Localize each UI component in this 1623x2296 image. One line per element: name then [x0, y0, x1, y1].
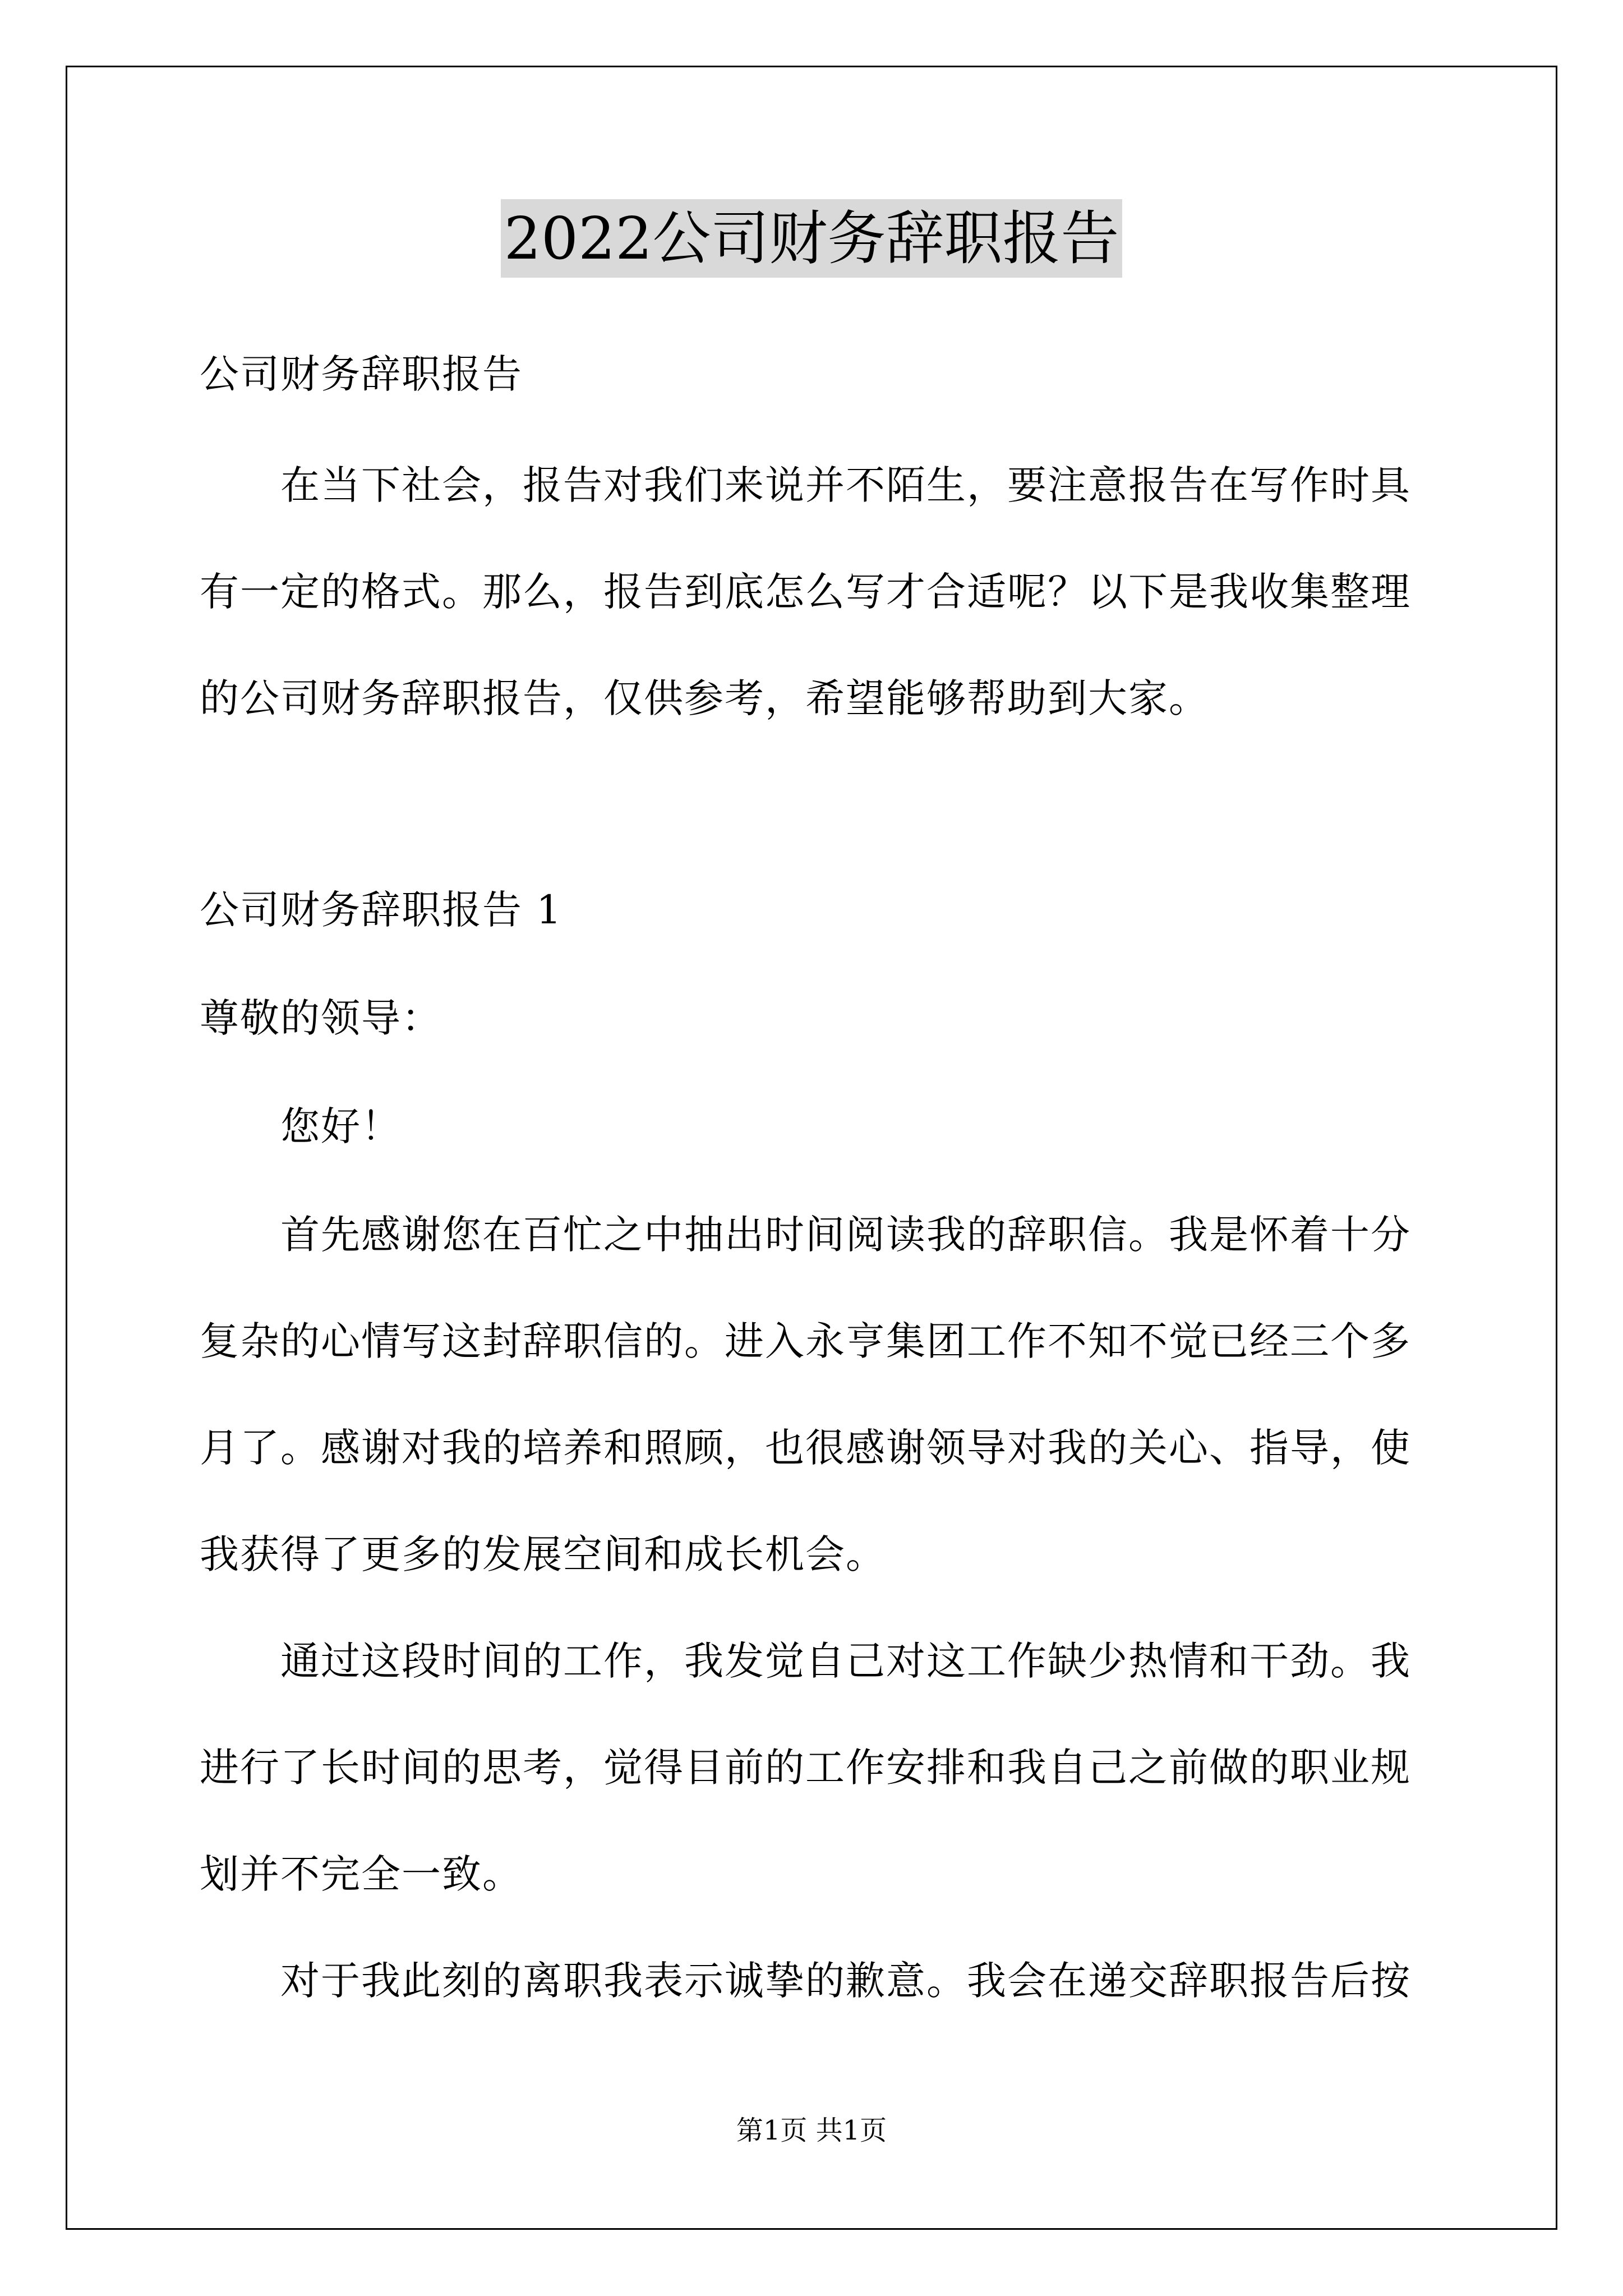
section-heading: 公司财务辞职报告 1 [200, 887, 562, 933]
page-footer: 第1页 共1页 [736, 2115, 887, 2146]
paragraph1-line-2: 复杂的心情写这封辞职信的。进入永亨集团工作不知不觉已经三个多 [200, 1318, 1411, 1364]
document-title: 2022公司财务辞职报告 [501, 199, 1123, 278]
salutation: 尊敬的领导： [200, 995, 442, 1041]
paragraph2-line-1: 通过这段时间的工作，我发觉自己对这工作缺少热情和干劲。我 [280, 1638, 1411, 1684]
intro-line-2: 有一定的格式。那么，报告到底怎么写才合适呢？以下是我收集整理 [200, 569, 1411, 615]
intro-line-3: 的公司财务辞职报告，仅供参考，希望能够帮助到大家。 [200, 675, 1209, 721]
paragraph1-line-1: 首先感谢您在百忙之中抽出时间阅读我的辞职信。我是怀着十分 [280, 1212, 1411, 1258]
greeting: 您好！ [280, 1103, 402, 1149]
paragraph1-line-3: 月了。感谢对我的培养和照顾，也很感谢领导对我的关心、指导，使 [200, 1425, 1411, 1471]
subtitle: 公司财务辞职报告 [200, 351, 523, 397]
title-container [0, 199, 1623, 278]
paragraph2-line-3: 划并不完全一致。 [200, 1851, 523, 1897]
paragraph2-line-2: 进行了长时间的思考，觉得目前的工作安排和我自己之前做的职业规 [200, 1745, 1411, 1791]
intro-line-1: 在当下社会，报告对我们来说并不陌生，要注意报告在写作时具 [280, 462, 1411, 508]
paragraph3-line-1: 对于我此刻的离职我表示诚挚的歉意。我会在递交辞职报告后按 [280, 1958, 1411, 2004]
paragraph1-line-4: 我获得了更多的发展空间和成长机会。 [200, 1531, 886, 1577]
